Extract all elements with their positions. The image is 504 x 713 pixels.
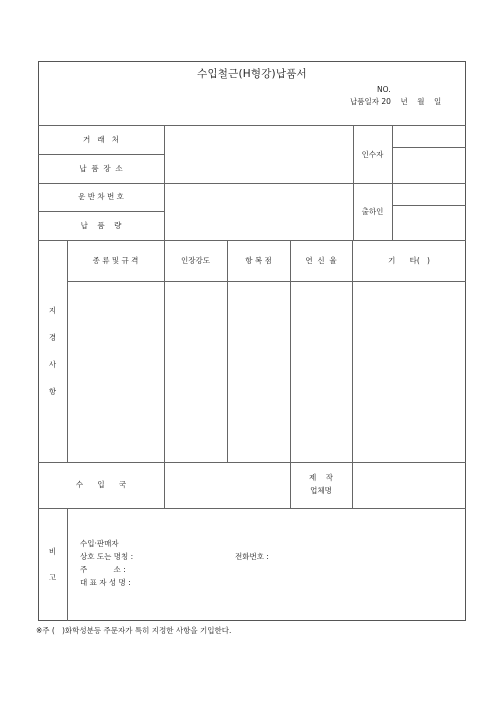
delivery-place-label: 납 품 장 소 bbox=[79, 164, 123, 173]
spec-col-elongation: 연 신 율 bbox=[305, 256, 337, 265]
divider-header bbox=[38, 125, 466, 126]
divider-origin bbox=[38, 462, 466, 463]
col-spec-3 bbox=[290, 240, 291, 462]
col-remarks-side bbox=[67, 508, 68, 621]
col-top-sign-left bbox=[353, 125, 354, 240]
receiver-label: 인수자 bbox=[361, 150, 384, 159]
company-name-label: 상호 도는 명칭 : bbox=[80, 552, 134, 561]
spec-col-yield-point: 항 복 점 bbox=[245, 256, 272, 265]
col-top-sign-right bbox=[392, 125, 393, 240]
delivery-quantity-label: 납 품 량 bbox=[80, 221, 122, 230]
representative-label: 대 표 자 성 명 : bbox=[80, 578, 131, 587]
spec-side-char-3: 사 bbox=[48, 360, 57, 369]
shipper-label: 출하인 bbox=[361, 207, 384, 216]
col-spec-1 bbox=[164, 240, 165, 462]
footnote: ※주 ( )화학성분등 주문자가 특히 지정한 사항을 기입한다. bbox=[36, 626, 232, 635]
divider-top-mid bbox=[38, 183, 466, 184]
col-spec-4 bbox=[352, 240, 353, 462]
vehicle-number-label: 운 반 차 번 호 bbox=[78, 192, 124, 201]
importer-label: 수입·판매자 bbox=[80, 539, 119, 548]
remarks-side-char-2: 고 bbox=[48, 573, 57, 582]
divider-spec-header bbox=[67, 281, 466, 282]
col-origin-1 bbox=[164, 462, 165, 508]
divider-vehicle bbox=[38, 211, 164, 212]
remarks-side-char-1: 비 bbox=[48, 547, 57, 556]
maker-label-line1: 제 작 bbox=[308, 473, 334, 482]
spec-side-char-2: 경 bbox=[48, 333, 57, 342]
delivery-date-label: 납품일자 20 년 월 일 bbox=[350, 97, 442, 106]
col-spec-2 bbox=[227, 240, 228, 462]
spec-side-char-1: 지 bbox=[48, 306, 57, 315]
client-label: 거 래 처 bbox=[82, 135, 120, 144]
delivery-form bbox=[38, 61, 466, 621]
divider-remarks bbox=[38, 508, 466, 509]
spec-side-char-4: 항 bbox=[48, 387, 57, 396]
spec-col-type-size: 종 류 및 규 격 bbox=[92, 256, 139, 265]
divider-shipper bbox=[392, 205, 466, 206]
maker-label-line2: 업체명 bbox=[310, 486, 332, 495]
form-number-label: NO. bbox=[377, 85, 391, 94]
col-origin-3 bbox=[352, 462, 353, 508]
divider-spec-top bbox=[38, 240, 466, 241]
divider-receiver bbox=[392, 147, 466, 148]
col-origin-2 bbox=[290, 462, 291, 508]
phone-label: 전화번호 : bbox=[235, 552, 269, 561]
form-title: 수입철근(H형강)납품서 bbox=[197, 68, 307, 80]
col-top-label bbox=[164, 125, 165, 240]
col-spec-side bbox=[67, 240, 68, 462]
address-label: 주 소 : bbox=[80, 565, 126, 574]
spec-col-other: 기 타( ) bbox=[388, 256, 430, 265]
divider-client bbox=[38, 154, 164, 155]
spec-col-tensile-strength: 인장강도 bbox=[181, 256, 210, 265]
origin-country-label: 수 입 국 bbox=[75, 480, 127, 489]
